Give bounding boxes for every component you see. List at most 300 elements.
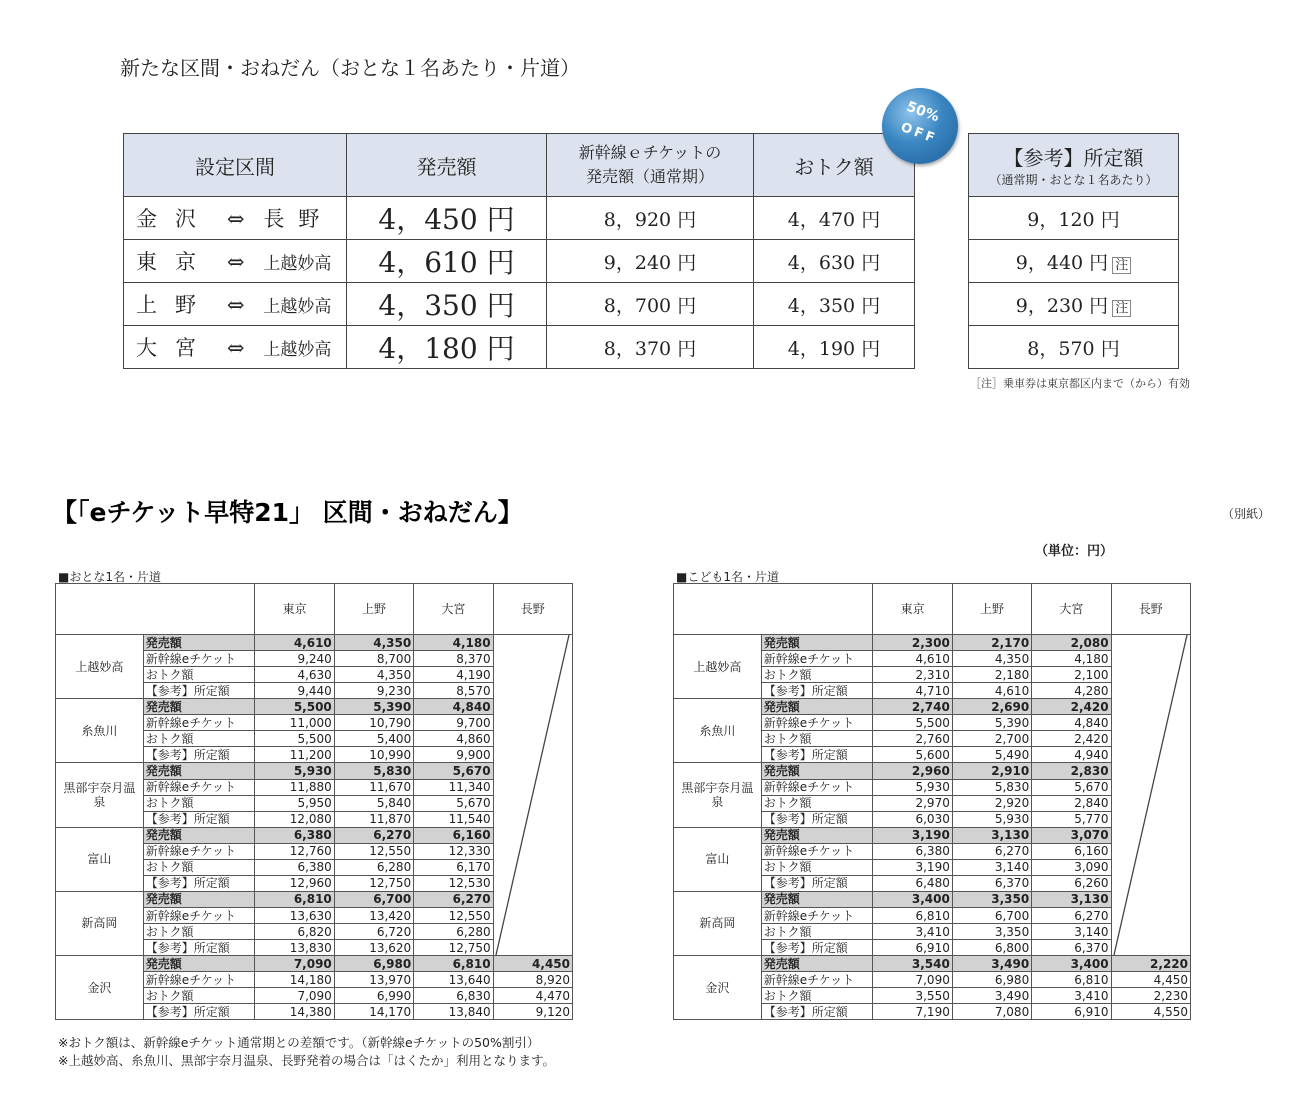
row-label: 【参考】所定額 [761,940,873,956]
ref-value: 9，120 円 [1027,208,1120,231]
region-cell: 上越妙高 [674,635,762,699]
fare-value: 2,920 [952,795,1031,811]
fare-value: 4,610 [952,683,1031,699]
reference-fare-table [968,133,1179,369]
fare-value: 6,910 [873,940,952,956]
fare-value: 6,030 [873,811,952,827]
fare-value: 2,690 [952,699,1031,715]
ref-value-cell [969,283,1179,326]
ref-value: 9，230 円 [1015,294,1109,317]
ref-row [969,240,1179,283]
corner-cell [674,584,873,635]
fare-value: 2,220 [1111,956,1190,972]
row-label: 【参考】所定額 [761,875,873,891]
region-cell: 黒部宇奈月温泉 [56,763,144,827]
fare-value: 3,410 [873,924,952,940]
fare-value: 5,830 [334,763,413,779]
fare-value: 2,180 [952,667,1031,683]
otoku-price: 4，350 円 [754,283,915,326]
fare-value: 11,880 [255,779,334,795]
fare-value: 6,170 [414,859,493,875]
sale-price: 4，180 円 [347,326,547,369]
diagonal-svg [1112,635,1191,955]
fare-value: 12,330 [414,843,493,859]
row-label: 【参考】所定額 [761,683,873,699]
fare-value: 3,350 [952,924,1031,940]
column-header: 長野 [1111,584,1190,635]
row-label: 発売額 [143,956,255,972]
fare-value: 5,930 [255,763,334,779]
sale-price: 4，350 円 [347,283,547,326]
fare-value: 3,350 [952,891,1031,907]
fare-value: 8,700 [334,651,413,667]
fare-value: 8,920 [493,972,572,988]
fare-value: 11,340 [414,779,493,795]
header-section: 設定区間 [124,134,347,197]
top-heading: 新たな区間・おねだん（おとな１名あたり・片道） [120,56,580,80]
fare-value: 2,960 [873,763,952,779]
fare-value: 2,740 [873,699,952,715]
fare-value: 4,350 [952,651,1031,667]
row-label: おトク額 [143,731,255,747]
column-header: 上野 [334,584,413,635]
fare-value: 6,810 [1032,972,1111,988]
ref-header [969,134,1179,197]
column-header: 大宮 [1032,584,1111,635]
fare-value: 12,550 [334,843,413,859]
header-eticket [547,134,754,197]
fare-value: 5,670 [414,763,493,779]
note-mark: 注 [1112,257,1131,274]
fare-value: 6,820 [255,924,334,940]
ref-row [969,197,1179,240]
fare-value: 2,970 [873,795,952,811]
fare-value: 4,630 [255,667,334,683]
fare-value: 9,440 [255,683,334,699]
fare-value: 11,000 [255,715,334,731]
fare-value: 2,760 [873,731,952,747]
row-label: 新幹線eチケット [143,843,255,859]
fare-value: 7,090 [873,972,952,988]
row-label: おトク額 [143,924,255,940]
fare-value: 2,080 [1032,635,1111,651]
fare-value: 5,930 [952,811,1031,827]
fare-value: 6,270 [334,827,413,843]
from-station: 東京 [136,250,214,274]
ref-value: 9，440 円 [1015,251,1109,274]
otoku-price: 4，190 円 [754,326,915,369]
section-cell [124,197,347,240]
row-label: 新幹線eチケット [143,715,255,731]
fare-value: 3,540 [873,956,952,972]
column-header: 大宮 [414,584,493,635]
fare-value: 2,910 [952,763,1031,779]
row-label: 【参考】所定額 [143,747,255,763]
corner-cell [56,584,255,635]
fare-value: 2,420 [1032,699,1111,715]
fare-value: 12,960 [255,875,334,891]
fare-value: 4,940 [1032,747,1111,763]
ref-subtitle: （通常期・おとな１名あたり） [989,173,1158,187]
adult-fare-table [55,583,573,1020]
fare-value: 8,370 [414,651,493,667]
empty-diagonal-cell [493,635,572,956]
row-label: 発売額 [143,699,255,715]
region-cell: 金沢 [674,956,762,1020]
row-label: おトク額 [761,924,873,940]
child-caption: ■こども1名・片道 [676,570,779,584]
fare-value: 14,170 [334,1004,413,1020]
fare-value: 6,700 [952,908,1031,924]
fare-row [674,635,1191,651]
sale-price: 4，450 円 [347,197,547,240]
fare-row [124,283,915,326]
ref-value-cell [969,326,1179,369]
fare-value: 2,100 [1032,667,1111,683]
diagonal-line [1114,635,1188,955]
fare-row [124,240,915,283]
fare-value: 9,240 [255,651,334,667]
fare-value: 3,410 [1032,988,1111,1004]
header-eticket-line2: 発売額（通常期） [585,167,714,186]
row-label: おトク額 [143,795,255,811]
row-label: 発売額 [143,891,255,907]
row-label: 発売額 [761,699,873,715]
fare-row [124,197,915,240]
to-station: 上越妙高 [263,254,332,274]
fare-value: 12,530 [414,875,493,891]
fare-value: 3,490 [952,956,1031,972]
fare-value: 6,270 [414,891,493,907]
region-cell: 富山 [674,827,762,891]
fare-value: 4,280 [1032,683,1111,699]
fare-value: 2,230 [1111,988,1190,1004]
fare-value: 3,400 [1032,956,1111,972]
from-station: 金沢 [136,207,214,231]
otoku-price: 4，630 円 [754,240,915,283]
fare-value: 13,840 [414,1004,493,1020]
fare-value: 4,190 [414,667,493,683]
row-label: 新幹線eチケット [761,651,873,667]
fare-value: 6,810 [255,891,334,907]
eticket-price: 8，700 円 [547,283,754,326]
attachment-label: （別紙） [1222,507,1271,521]
fare-value: 7,080 [952,1004,1031,1020]
fare-value: 6,810 [873,908,952,924]
fare-value: 6,270 [1032,908,1111,924]
row-label: 新幹線eチケット [143,972,255,988]
row-label: 【参考】所定額 [761,1004,873,1020]
row-label: 新幹線eチケット [761,908,873,924]
fare-value: 13,640 [414,972,493,988]
to-station: 上越妙高 [263,297,332,317]
fare-value: 6,260 [1032,875,1111,891]
region-cell: 金沢 [56,956,144,1020]
fare-value: 6,720 [334,924,413,940]
unit-label: （単位：円） [1035,544,1114,559]
to-station: 長野 [263,207,334,231]
section-heading: 【「eチケット早特21」 区間・おねだん】 [52,498,523,527]
fare-value: 5,500 [255,699,334,715]
row-label: おトク額 [761,667,873,683]
row-label: おトク額 [761,731,873,747]
fare-value: 4,470 [493,988,572,1004]
fare-value: 12,550 [414,908,493,924]
eticket-price: 8，370 円 [547,326,754,369]
row-label: 発売額 [143,635,255,651]
row-label: 【参考】所定額 [761,747,873,763]
region-cell: 富山 [56,827,144,891]
row-label: 新幹線eチケット [761,779,873,795]
fare-value: 3,140 [952,859,1031,875]
fare-row [124,326,915,369]
ref-value-cell [969,240,1179,283]
fare-value: 5,840 [334,795,413,811]
fare-value: 9,900 [414,747,493,763]
arrow-icon: ⇔ [226,336,245,360]
fare-value: 3,130 [1032,891,1111,907]
ref-value-cell [969,197,1179,240]
row-label: 【参考】所定額 [761,811,873,827]
fare-value: 14,380 [255,1004,334,1020]
badge-percent: 50% [904,98,942,126]
fare-value: 5,390 [334,699,413,715]
fare-value: 4,840 [414,699,493,715]
fare-value: 6,990 [334,988,413,1004]
row-label: 【参考】所定額 [143,683,255,699]
fare-value: 3,490 [952,988,1031,1004]
new-fare-table [123,133,915,369]
fare-value: 6,380 [873,843,952,859]
fare-value: 4,350 [334,635,413,651]
fare-value: 6,270 [952,843,1031,859]
fare-value: 4,180 [1032,651,1111,667]
row-label: 新幹線eチケット [143,651,255,667]
from-station: 大宮 [136,336,214,360]
fare-value: 11,540 [414,811,493,827]
diagonal-svg [494,635,573,955]
row-label: 発売額 [761,763,873,779]
region-cell: 新高岡 [56,891,144,955]
fare-row [56,635,573,651]
arrow-icon: ⇔ [226,293,245,317]
row-label: 発売額 [143,763,255,779]
fare-value: 6,370 [952,875,1031,891]
child-table [673,583,1191,1020]
fare-value: 6,380 [255,827,334,843]
row-label: 【参考】所定額 [143,940,255,956]
fare-value: 5,500 [255,731,334,747]
eticket-price: 8，920 円 [547,197,754,240]
from-station: 上野 [136,293,214,317]
row-label: 【参考】所定額 [143,811,255,827]
fare-value: 2,420 [1032,731,1111,747]
fare-value: 8,570 [414,683,493,699]
fare-value: 5,400 [334,731,413,747]
footnote-hakutaka: ※上越妙高、糸魚川、黒部宇奈月温泉、長野発着の場合は「はくたか」利用となります。 [58,1053,555,1068]
to-station: 上越妙高 [263,340,332,360]
arrow-icon: ⇔ [226,250,245,274]
fare-value: 5,830 [952,779,1031,795]
fare-row [674,956,1191,972]
fare-value: 5,930 [873,779,952,795]
diagonal-line [496,635,570,955]
footnote-otoku: ※おトク額は、新幹線eチケット通常期との差額です。（新幹線eチケットの50%割引） [58,1035,540,1050]
ref-value: 8，570 円 [1027,337,1120,360]
fare-value: 12,760 [255,843,334,859]
fare-value: 3,130 [952,827,1031,843]
fare-value: 5,770 [1032,811,1111,827]
fare-value: 4,860 [414,731,493,747]
fare-value: 6,380 [255,859,334,875]
ref-row [969,326,1179,369]
fare-value: 4,450 [1111,972,1190,988]
fare-value: 4,610 [255,635,334,651]
badge-off: OFF [898,119,940,148]
row-label: おトク額 [761,988,873,1004]
fare-value: 4,840 [1032,715,1111,731]
fare-value: 13,420 [334,908,413,924]
fare-value: 11,670 [334,779,413,795]
row-label: おトク額 [143,988,255,1004]
ref-title: 【参考】所定額 [1003,146,1144,170]
row-label: 新幹線eチケット [761,972,873,988]
fare-value: 6,800 [952,940,1031,956]
fare-value: 4,180 [414,635,493,651]
row-label: 発売額 [761,891,873,907]
fare-value: 6,980 [952,972,1031,988]
row-label: おトク額 [143,667,255,683]
fare-value: 3,190 [873,827,952,843]
fare-value: 5,670 [1032,779,1111,795]
region-cell: 黒部宇奈月温泉 [674,763,762,827]
column-header: 東京 [255,584,334,635]
fare-value: 3,090 [1032,859,1111,875]
fare-value: 11,870 [334,811,413,827]
fare-value: 3,140 [1032,924,1111,940]
fare-value: 3,400 [873,891,952,907]
column-header: 東京 [873,584,952,635]
fare-value: 2,840 [1032,795,1111,811]
fare-value: 2,310 [873,667,952,683]
region-cell: 糸魚川 [674,699,762,763]
fare-value: 5,390 [952,715,1031,731]
header-otoku: おトク額 [754,134,915,197]
row-label: 新幹線eチケット [143,908,255,924]
fare-value: 3,070 [1032,827,1111,843]
fare-value: 12,080 [255,811,334,827]
fare-value: 2,300 [873,635,952,651]
empty-diagonal-cell [1111,635,1190,956]
fare-value: 9,230 [334,683,413,699]
fare-value: 3,190 [873,859,952,875]
fare-value: 3,550 [873,988,952,1004]
fare-value: 7,090 [255,988,334,1004]
otoku-price: 4，470 円 [754,197,915,240]
fare-value: 4,710 [873,683,952,699]
fare-value: 6,830 [414,988,493,1004]
row-label: 発売額 [761,956,873,972]
adult-caption: ■おとな1名・片道 [58,570,161,584]
fare-value: 6,910 [1032,1004,1111,1020]
fare-value: 2,830 [1032,763,1111,779]
section-cell [124,240,347,283]
header-sale: 発売額 [347,134,547,197]
fare-value: 13,630 [255,908,334,924]
arrow-icon: ⇔ [226,207,245,231]
fare-value: 5,670 [414,795,493,811]
fare-value: 7,090 [255,956,334,972]
fare-value: 6,480 [873,875,952,891]
fare-value: 6,700 [334,891,413,907]
fare-value: 6,160 [1032,843,1111,859]
top-note: ［注］乗車券は東京都区内まで（から）有効 [970,377,1190,390]
sale-price: 4，610 円 [347,240,547,283]
column-header: 上野 [952,584,1031,635]
fare-value: 5,950 [255,795,334,811]
region-cell: 糸魚川 [56,699,144,763]
diagonal-stroke [496,635,569,955]
region-cell: 新高岡 [674,891,762,955]
fare-value: 13,970 [334,972,413,988]
fare-value: 12,750 [334,875,413,891]
fare-value: 9,700 [414,715,493,731]
row-label: 新幹線eチケット [143,779,255,795]
row-label: 新幹線eチケット [761,715,873,731]
fare-value: 6,160 [414,827,493,843]
fare-value: 6,370 [1032,940,1111,956]
fare-value: 12,750 [414,940,493,956]
note-mark: 注 [1112,300,1131,317]
fare-value: 4,550 [1111,1004,1190,1020]
row-label: おトク額 [761,859,873,875]
fare-value: 2,170 [952,635,1031,651]
fare-value: 4,450 [493,956,572,972]
fare-value: 13,620 [334,940,413,956]
fare-value: 5,490 [952,747,1031,763]
row-label: 新幹線eチケット [761,843,873,859]
row-label: 発売額 [761,827,873,843]
header-eticket-line1: 新幹線ｅチケットの [578,143,722,162]
discount-badge [882,88,958,164]
row-label: おトク額 [143,859,255,875]
row-label: 発売額 [761,635,873,651]
row-label: 発売額 [143,827,255,843]
diagonal-stroke [1114,635,1187,955]
section-cell [124,283,347,326]
fare-value: 11,200 [255,747,334,763]
row-label: 【参考】所定額 [143,875,255,891]
fare-value: 14,180 [255,972,334,988]
section-cell [124,326,347,369]
fare-value: 5,600 [873,747,952,763]
fare-value: 6,280 [414,924,493,940]
adult-table [55,583,573,1020]
fare-value: 5,500 [873,715,952,731]
fare-value: 10,790 [334,715,413,731]
row-label: おトク額 [761,795,873,811]
child-fare-table [673,583,1191,1020]
fare-value: 6,810 [414,956,493,972]
ref-row [969,283,1179,326]
column-header: 長野 [493,584,572,635]
fare-value: 6,280 [334,859,413,875]
fare-value: 6,980 [334,956,413,972]
fare-value: 4,350 [334,667,413,683]
fare-value: 13,830 [255,940,334,956]
fare-value: 7,190 [873,1004,952,1020]
fare-value: 10,990 [334,747,413,763]
